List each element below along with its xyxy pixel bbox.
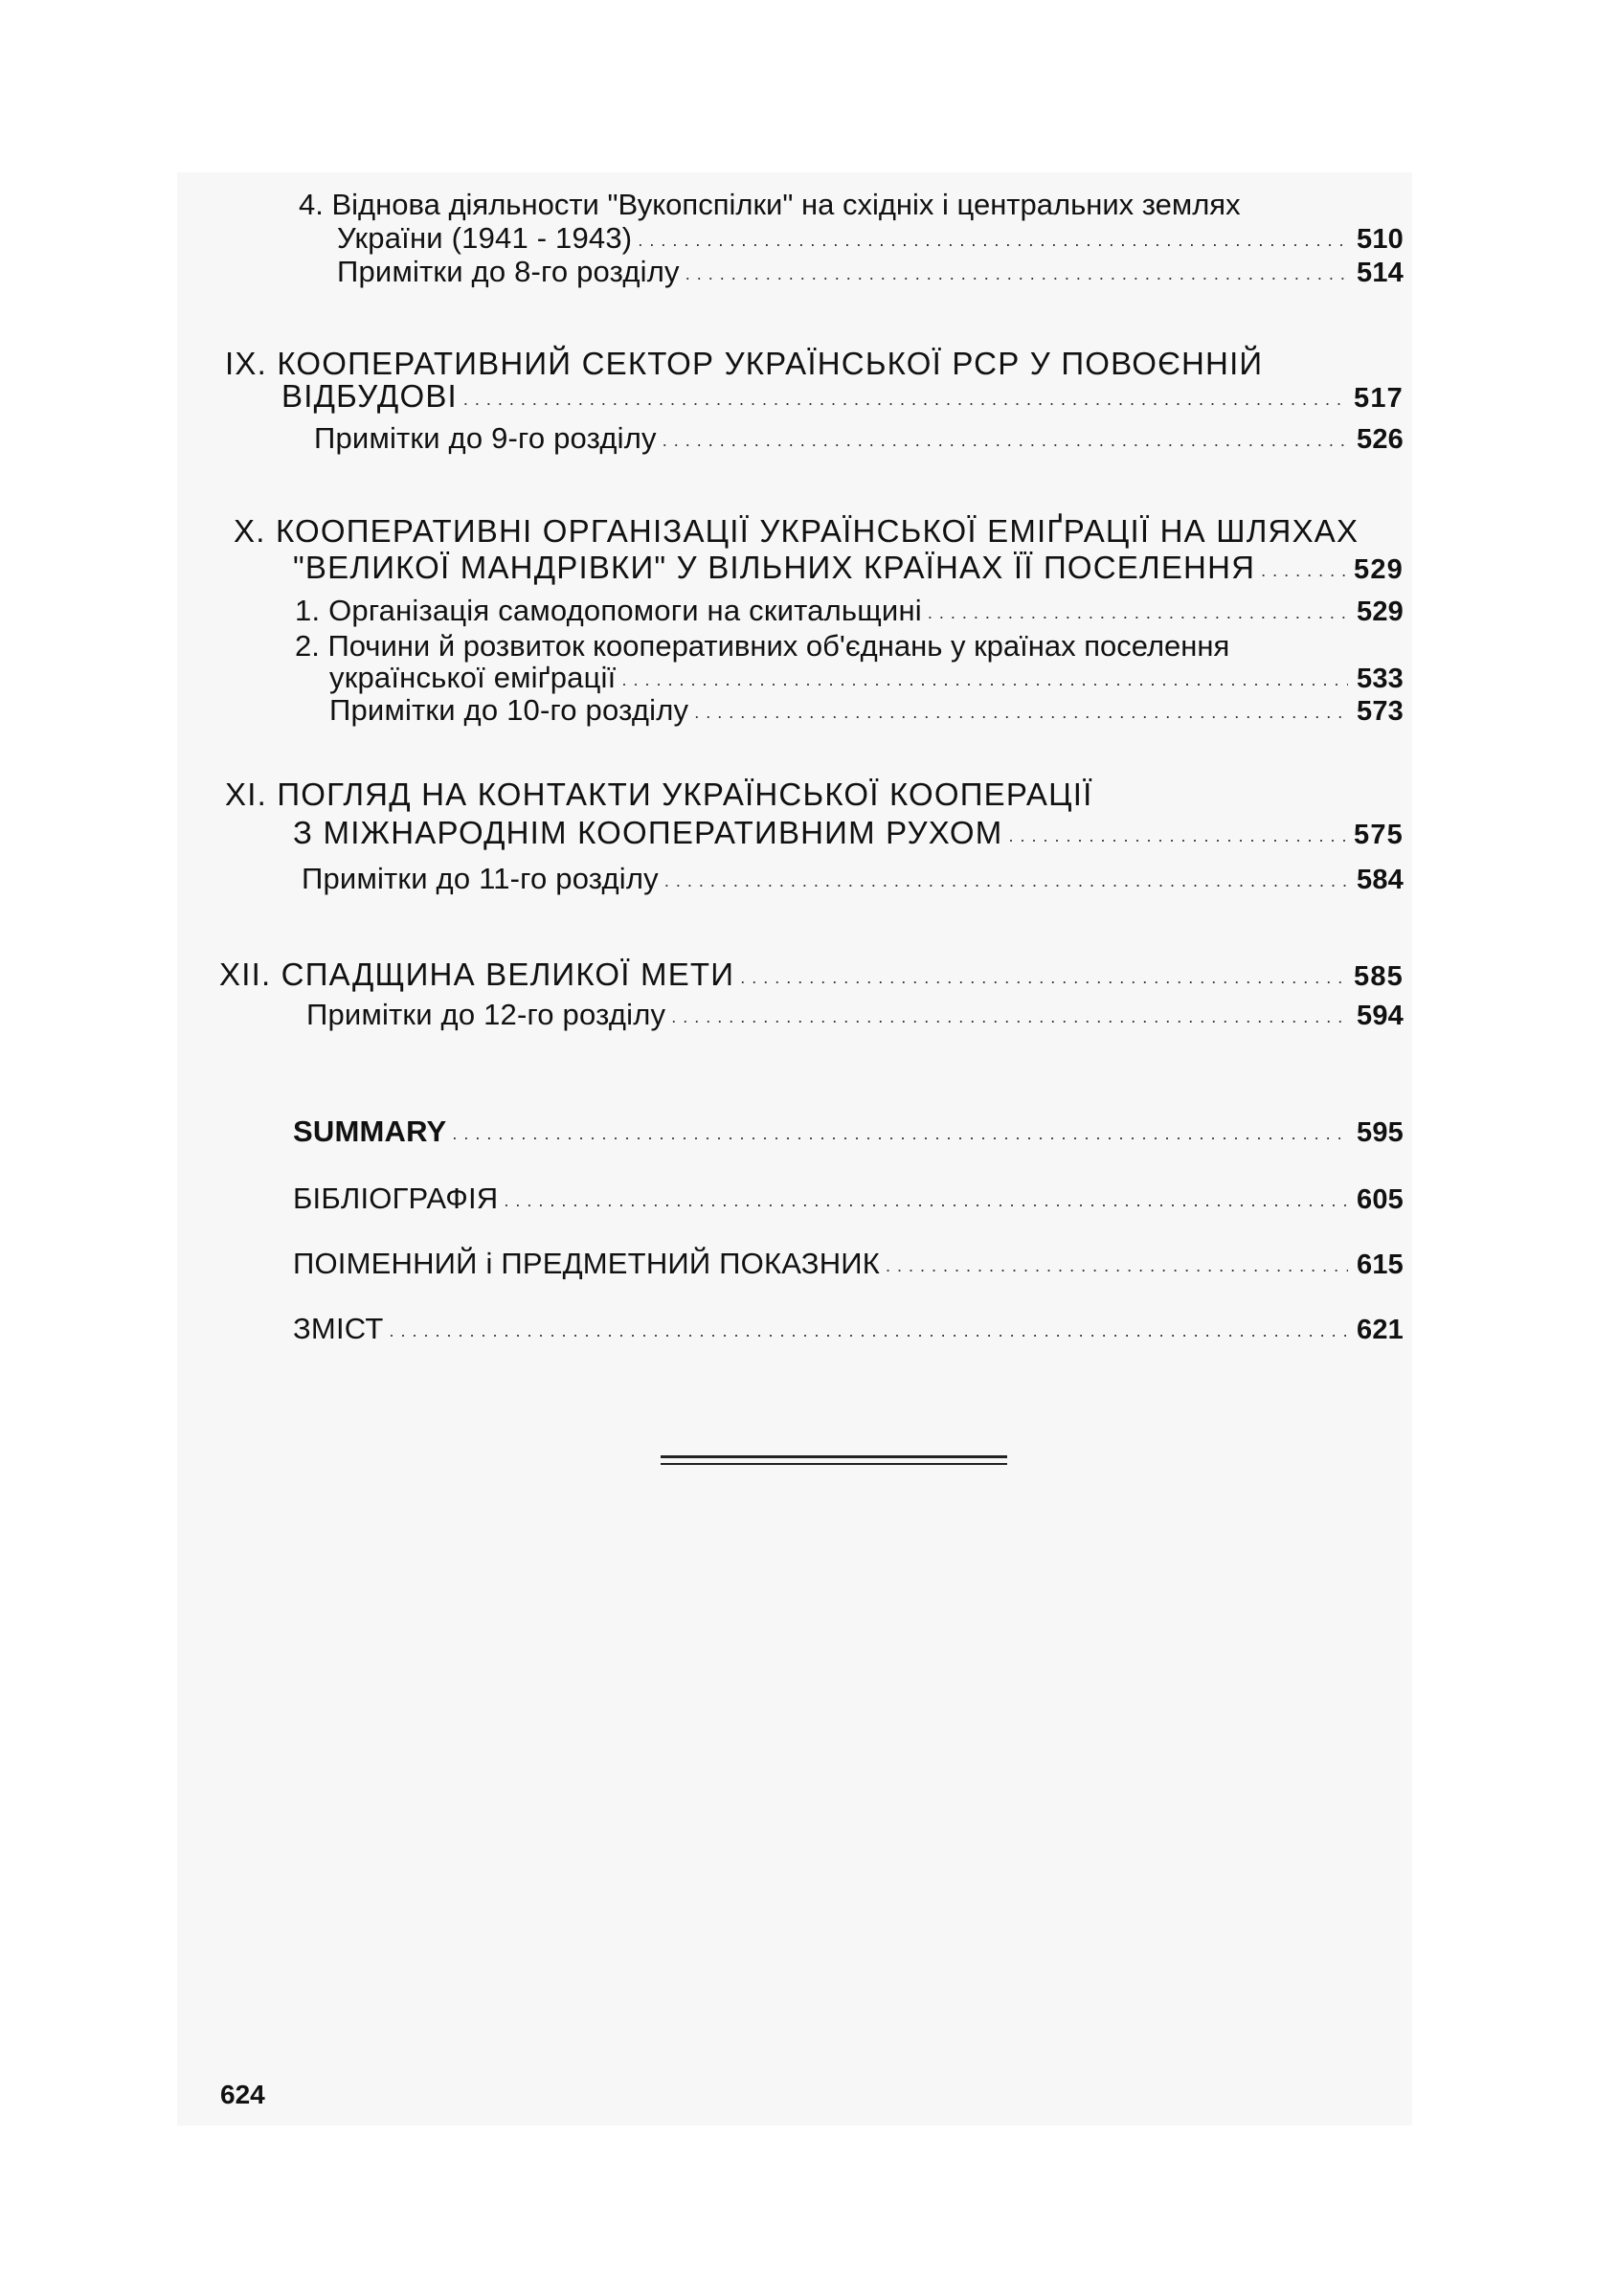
toc-entry-text: ПОІМЕННИЙ і ПРЕДМЕТНИЙ ПОКАЗНИК bbox=[293, 1247, 881, 1280]
toc-page-number: 585 bbox=[1354, 961, 1404, 992]
toc-page-number: 526 bbox=[1357, 424, 1404, 455]
toc-entry-text: Примітки до 11-го розділу bbox=[302, 862, 659, 895]
toc-notes-entry[interactable] bbox=[314, 421, 1404, 456]
toc-entry-text: 2. Почини й розвиток кооперативних об'єднань у країнах поселення bbox=[295, 629, 1230, 663]
leader-dots bbox=[928, 596, 1348, 630]
toc-chapter-title: X. КООПЕРАТИВНІ ОРГАНІЗАЦІЇ УКРАЇНСЬКОЇ ЕМІҐРАЦІЇ НА ШЛЯХАХ bbox=[234, 513, 1360, 549]
toc-chapter-entry[interactable] bbox=[219, 957, 1404, 992]
toc-entry-summary[interactable] bbox=[293, 1114, 1404, 1149]
toc-notes-entry[interactable] bbox=[306, 998, 1404, 1032]
toc-entry[interactable] bbox=[329, 661, 1404, 695]
toc-entry-text: XII. СПАДЩИНА ВЕЛИКОЇ МЕТИ bbox=[219, 957, 735, 992]
toc-page-number: 514 bbox=[1357, 258, 1404, 288]
toc-page-number: 573 bbox=[1357, 696, 1404, 727]
toc-page-number: 584 bbox=[1357, 865, 1404, 895]
toc-entry-text: України (1941 - 1943) bbox=[337, 221, 633, 255]
toc-entry[interactable] bbox=[337, 221, 1404, 256]
leader-dots bbox=[638, 223, 1348, 258]
toc-page-number: 575 bbox=[1354, 820, 1404, 850]
toc-entry-text: З МІЖНАРОДНІМ КООПЕРАТИВНИМ РУХОМ bbox=[293, 815, 1003, 850]
leader-dots bbox=[740, 960, 1348, 995]
leader-dots bbox=[664, 864, 1348, 898]
toc-chapter-entry[interactable] bbox=[293, 551, 1404, 585]
leader-dots bbox=[463, 382, 1348, 416]
toc-page-number: 533 bbox=[1357, 664, 1404, 694]
toc-entry-text: Примітки до 9-го розділу bbox=[314, 421, 657, 455]
toc-entry-index[interactable] bbox=[293, 1247, 1404, 1281]
toc-chapter-title: XI. ПОГЛЯД НА КОНТАКТИ УКРАЇНСЬКОЇ КООПЕРАЦІЇ bbox=[225, 777, 1093, 812]
toc-entry[interactable] bbox=[295, 594, 1404, 628]
leader-dots bbox=[389, 1314, 1348, 1348]
leader-dots bbox=[1008, 819, 1348, 853]
toc-chapter-title: IX. КООПЕРАТИВНИЙ СЕКТОР УКРАЇНСЬКОЇ РСР У ПОВОЄННІЙ bbox=[225, 346, 1264, 381]
leader-dots bbox=[886, 1249, 1348, 1283]
toc-page-number: 510 bbox=[1357, 224, 1404, 255]
end-rule-top bbox=[661, 1455, 1007, 1458]
toc-entry-text: української еміґрації bbox=[329, 661, 617, 694]
toc-entry-text: 1. Організація самодопомоги на скитальщині bbox=[295, 594, 922, 627]
toc-entry-bibliography[interactable] bbox=[293, 1182, 1404, 1216]
toc-page-number: 595 bbox=[1357, 1117, 1404, 1148]
toc-page-number: 594 bbox=[1357, 1001, 1404, 1031]
toc-page-number: 517 bbox=[1354, 383, 1404, 414]
end-rule-bottom bbox=[661, 1463, 1007, 1465]
toc-entry-text: SUMMARY bbox=[293, 1114, 447, 1148]
toc-entry-text: "ВЕЛИКОЇ МАНДРІВКИ" У ВІЛЬНИХ КРАЇНАХ ЇЇ ПОСЕЛЕННЯ bbox=[293, 550, 1256, 585]
toc-page-number: 529 bbox=[1357, 597, 1404, 627]
toc-page-number: 529 bbox=[1354, 554, 1404, 585]
toc-page-number: 605 bbox=[1357, 1184, 1404, 1215]
leader-dots bbox=[671, 1000, 1348, 1034]
page-number: 624 bbox=[220, 2080, 265, 2109]
leader-dots bbox=[504, 1183, 1348, 1218]
toc-chapter-entry[interactable] bbox=[293, 816, 1404, 850]
toc-notes-entry[interactable] bbox=[302, 862, 1404, 896]
leader-dots bbox=[621, 663, 1348, 697]
toc-entry-text: Примітки до 10-го розділу bbox=[329, 693, 689, 727]
leader-dots bbox=[452, 1116, 1348, 1151]
toc-entry-text: ЗМІСТ bbox=[293, 1312, 384, 1345]
toc-entry-text: Примітки до 8-го розділу bbox=[337, 255, 680, 288]
leader-dots bbox=[694, 695, 1348, 730]
toc-chapter-entry[interactable] bbox=[281, 379, 1404, 414]
toc-entry-text: 4. Віднова діяльности "Вукопспілки" на східніх і центральних землях bbox=[299, 188, 1241, 221]
toc-entry-text: БІБЛІОГРАФІЯ bbox=[293, 1182, 499, 1215]
toc-notes-entry[interactable] bbox=[337, 255, 1404, 289]
toc-page-number: 621 bbox=[1357, 1315, 1404, 1345]
toc-entry-text: ВІДБУДОВІ bbox=[281, 378, 458, 414]
toc-entry-contents[interactable] bbox=[293, 1312, 1404, 1346]
leader-dots bbox=[663, 423, 1348, 458]
leader-dots bbox=[685, 257, 1348, 291]
toc-notes-entry[interactable] bbox=[329, 693, 1404, 728]
toc-entry-text: Примітки до 12-го розділу bbox=[306, 998, 666, 1031]
toc-page-number: 615 bbox=[1357, 1249, 1404, 1280]
leader-dots bbox=[1261, 553, 1348, 588]
